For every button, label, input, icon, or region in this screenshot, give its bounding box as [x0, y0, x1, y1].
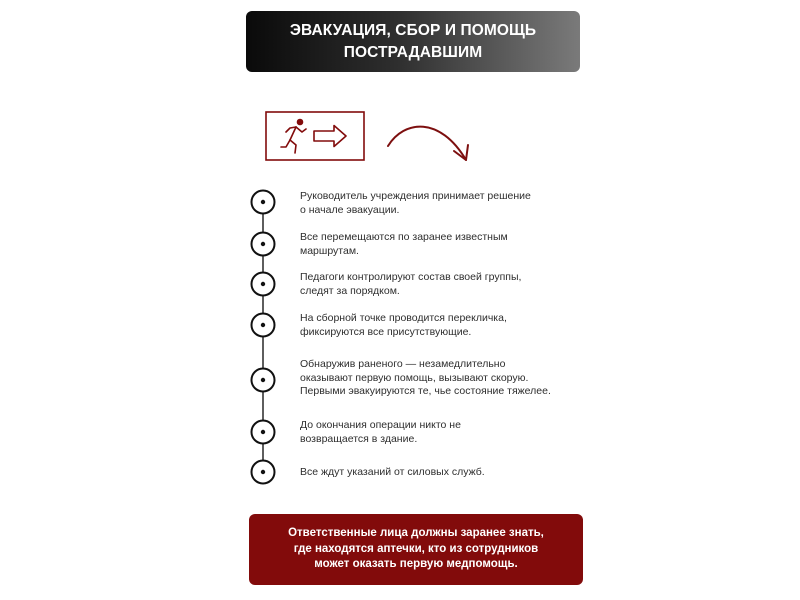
note-text: Ответственные лица должны заранее знать, где находятся аптечки, кто из сотрудников может оказать первую медпомощь. — [288, 527, 544, 571]
first-aid-note — [249, 514, 583, 585]
step-3-text: Педагоги контролируют состав своей группы, следят за порядком. — [300, 271, 522, 297]
step-6-text: До окончания операции никто не возвращается в здание. — [300, 419, 461, 445]
step-marker-1 — [252, 191, 275, 214]
step-marker-6 — [252, 421, 275, 444]
step-1-text: Руководитель учреждения принимает решение о начале эвакуации. — [300, 190, 531, 216]
step-marker-4 — [252, 314, 275, 337]
page-title: ЭВАКУАЦИЯ, СБОР И ПОМОЩЬ ПОСТРАДАВШИМ — [289, 21, 537, 61]
step-marker-5 — [252, 369, 275, 392]
step-7-text: Все ждут указаний от силовых служб. — [300, 466, 485, 478]
step-marker-3 — [252, 273, 275, 296]
step-marker-7 — [252, 461, 275, 484]
step-4-text: На сборной точке проводится перекличка, фиксируются все присутствующие. — [300, 312, 507, 338]
step-marker-2 — [252, 233, 275, 256]
step-5-text: Обнаружив раненого — незамедлительно оказывают первую помощь, вызывают скорую. Первыми эвакуируются те, чье состояние тяжелее. — [300, 358, 551, 397]
step-2-text: Все перемещаются по заранее известным маршрутам. — [300, 231, 508, 257]
